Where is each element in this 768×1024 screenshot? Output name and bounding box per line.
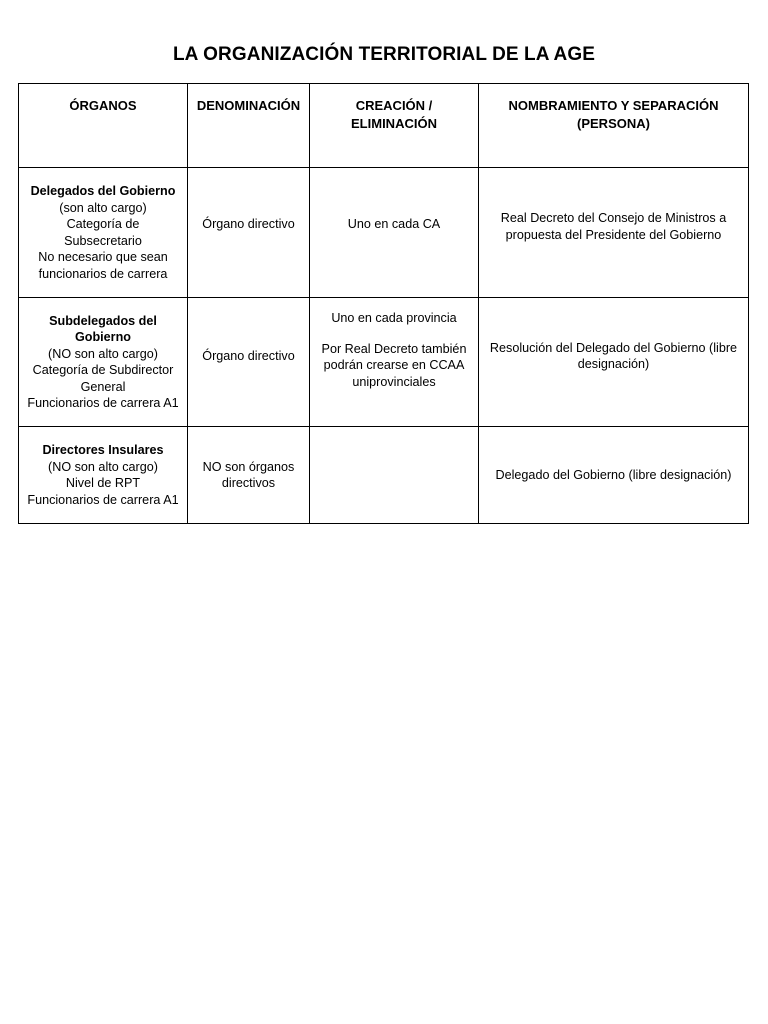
organo-detail: Categoría de Subdirector General <box>32 363 174 394</box>
table-row <box>19 427 749 524</box>
cell-organo <box>19 427 188 524</box>
organo-name: Subdelegados del Gobierno <box>49 313 157 344</box>
cell-creacion: Uno en cada CA <box>310 168 479 298</box>
organo-detail: (NO son alto cargo) <box>48 459 158 474</box>
table-header-row <box>19 84 749 168</box>
organo-detail: Funcionarios de carrera A1 <box>27 492 179 507</box>
cell-denominacion: NO son órganos directivos <box>188 427 310 524</box>
table-row <box>19 298 749 427</box>
cell-denominacion: Órgano directivo <box>188 298 310 427</box>
cell-organo <box>19 298 188 427</box>
organo-detail: Nivel de RPT <box>65 476 141 490</box>
document-title: LA ORGANIZACIÓN TERRITORIAL DE LA AGE <box>172 44 596 65</box>
header-creacion: CREACIÓN / ELIMINACIÓN <box>310 84 479 168</box>
table-row <box>19 168 749 298</box>
cell-denominacion: Órgano directivo <box>188 168 310 298</box>
organo-detail: (NO son alto cargo) <box>48 346 158 361</box>
cell-nombramiento: Real Decreto del Consejo de Ministros a propuesta del Presidente del Gobierno <box>479 168 749 298</box>
organo-name: Delegados del Gobierno <box>30 184 176 198</box>
header-nombramiento: NOMBRAMIENTO Y SEPARACIÓN (PERSONA) <box>479 84 749 168</box>
header-denominacion: DENOMINACIÓN <box>188 84 310 168</box>
cell-creacion: Uno en cada provincia Por Real Decreto también podrán crearse en CCAA uniprovinciales <box>310 298 479 427</box>
organo-detail: No necesario que sean funcionarios de carrera <box>38 250 168 281</box>
cell-organo <box>19 168 188 298</box>
organo-detail: Categoría de Subsecretario <box>64 217 142 248</box>
organo-name: Directores Insulares <box>42 443 164 457</box>
organo-detail: Funcionarios de carrera A1 <box>27 396 179 410</box>
organization-table <box>18 83 749 524</box>
header-organos: ÓRGANOS <box>19 84 188 168</box>
cell-nombramiento: Delegado del Gobierno (libre designación) <box>479 427 749 524</box>
cell-creacion <box>310 427 479 524</box>
cell-nombramiento: Resolución del Delegado del Gobierno (libre designación) <box>479 298 749 427</box>
organo-detail: (son alto cargo) <box>59 200 147 215</box>
